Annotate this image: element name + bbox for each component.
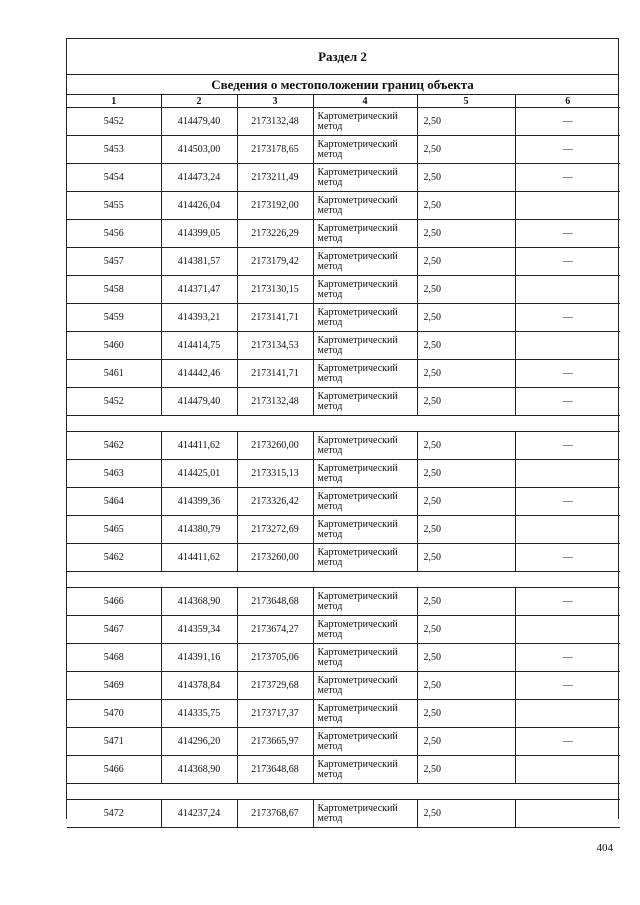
y-coordinate-cell: 2173134,53 xyxy=(237,332,313,360)
point-number-cell: 5453 xyxy=(67,136,161,164)
description-cell: — xyxy=(515,136,620,164)
table-row xyxy=(67,756,620,784)
table-row xyxy=(67,460,620,488)
description-cell xyxy=(515,332,620,360)
separator-cell xyxy=(237,572,313,588)
separator-cell xyxy=(161,572,237,588)
point-number-cell: 5470 xyxy=(67,700,161,728)
description-cell: — xyxy=(515,488,620,516)
y-coordinate-cell: 2173326,42 xyxy=(237,488,313,516)
description-cell xyxy=(515,276,620,304)
page-number: 404 xyxy=(596,842,613,854)
method-cell: Картометрический метод xyxy=(313,432,417,460)
x-coordinate-cell: 414237,24 xyxy=(161,800,237,828)
method-cell: Картометрический метод xyxy=(313,220,417,248)
table-row xyxy=(67,164,620,192)
method-cell: Картометрический метод xyxy=(313,756,417,784)
precision-cell: 2,50 xyxy=(417,516,515,544)
column-header: 1 xyxy=(67,95,161,108)
y-coordinate-cell: 2173179,42 xyxy=(237,248,313,276)
separator-cell xyxy=(417,572,515,588)
table-row xyxy=(67,644,620,672)
separator-cell xyxy=(67,784,161,800)
method-cell: Картометрический метод xyxy=(313,276,417,304)
precision-cell: 2,50 xyxy=(417,220,515,248)
description-cell: — xyxy=(515,108,620,136)
column-header: 4 xyxy=(313,95,417,108)
precision-cell: 2,50 xyxy=(417,588,515,616)
point-number-cell: 5463 xyxy=(67,460,161,488)
table-row xyxy=(67,672,620,700)
separator-cell xyxy=(237,784,313,800)
column-header: 5 xyxy=(417,95,515,108)
table-row xyxy=(67,700,620,728)
description-cell: — xyxy=(515,672,620,700)
description-cell xyxy=(515,756,620,784)
point-number-cell: 5456 xyxy=(67,220,161,248)
x-coordinate-cell: 414411,62 xyxy=(161,432,237,460)
table-row xyxy=(67,332,620,360)
x-coordinate-cell: 414296,20 xyxy=(161,728,237,756)
point-number-cell: 5462 xyxy=(67,544,161,572)
method-cell: Картометрический метод xyxy=(313,644,417,672)
y-coordinate-cell: 2173272,69 xyxy=(237,516,313,544)
point-number-cell: 5461 xyxy=(67,360,161,388)
separator-cell xyxy=(515,784,620,800)
table-row xyxy=(67,728,620,756)
table-row xyxy=(67,588,620,616)
separator-cell xyxy=(515,572,620,588)
separator-cell xyxy=(67,572,161,588)
x-coordinate-cell: 414442,46 xyxy=(161,360,237,388)
y-coordinate-cell: 2173665,97 xyxy=(237,728,313,756)
method-cell: Картометрический метод xyxy=(313,108,417,136)
description-cell: — xyxy=(515,220,620,248)
separator-cell xyxy=(417,784,515,800)
point-number-cell: 5465 xyxy=(67,516,161,544)
method-cell: Картометрический метод xyxy=(313,388,417,416)
point-number-cell: 5457 xyxy=(67,248,161,276)
x-coordinate-cell: 414399,36 xyxy=(161,488,237,516)
separator-row xyxy=(67,416,620,432)
precision-cell: 2,50 xyxy=(417,192,515,220)
x-coordinate-cell: 414426,04 xyxy=(161,192,237,220)
column-header: 6 xyxy=(515,95,620,108)
x-coordinate-cell: 414393,21 xyxy=(161,304,237,332)
method-cell: Картометрический метод xyxy=(313,360,417,388)
method-cell: Картометрический метод xyxy=(313,136,417,164)
description-cell: — xyxy=(515,728,620,756)
precision-cell: 2,50 xyxy=(417,332,515,360)
table-header-row xyxy=(67,95,620,108)
method-cell: Картометрический метод xyxy=(313,700,417,728)
separator-row xyxy=(67,572,620,588)
x-coordinate-cell: 414378,84 xyxy=(161,672,237,700)
separator-cell xyxy=(67,416,161,432)
method-cell: Картометрический метод xyxy=(313,728,417,756)
y-coordinate-cell: 2173132,48 xyxy=(237,108,313,136)
description-cell: — xyxy=(515,360,620,388)
table-row xyxy=(67,304,620,332)
precision-cell: 2,50 xyxy=(417,432,515,460)
method-cell: Картометрический метод xyxy=(313,164,417,192)
separator-cell xyxy=(161,784,237,800)
precision-cell: 2,50 xyxy=(417,544,515,572)
document-frame xyxy=(66,38,619,824)
y-coordinate-cell: 2173226,29 xyxy=(237,220,313,248)
table-row xyxy=(67,220,620,248)
y-coordinate-cell: 2173260,00 xyxy=(237,544,313,572)
precision-cell: 2,50 xyxy=(417,756,515,784)
precision-cell: 2,50 xyxy=(417,304,515,332)
y-coordinate-cell: 2173705,06 xyxy=(237,644,313,672)
separator-cell xyxy=(161,416,237,432)
point-number-cell: 5458 xyxy=(67,276,161,304)
precision-cell: 2,50 xyxy=(417,672,515,700)
precision-cell: 2,50 xyxy=(417,248,515,276)
method-cell: Картометрический метод xyxy=(313,460,417,488)
x-coordinate-cell: 414473,24 xyxy=(161,164,237,192)
x-coordinate-cell: 414381,57 xyxy=(161,248,237,276)
method-cell: Картометрический метод xyxy=(313,616,417,644)
table-row xyxy=(67,616,620,644)
table-body xyxy=(67,108,620,828)
method-cell: Картометрический метод xyxy=(313,332,417,360)
point-number-cell: 5471 xyxy=(67,728,161,756)
y-coordinate-cell: 2173192,00 xyxy=(237,192,313,220)
point-number-cell: 5452 xyxy=(67,108,161,136)
method-cell: Картометрический метод xyxy=(313,516,417,544)
x-coordinate-cell: 414399,05 xyxy=(161,220,237,248)
y-coordinate-cell: 2173768,67 xyxy=(237,800,313,828)
method-cell: Картометрический метод xyxy=(313,248,417,276)
y-coordinate-cell: 2173211,49 xyxy=(237,164,313,192)
precision-cell: 2,50 xyxy=(417,460,515,488)
point-number-cell: 5455 xyxy=(67,192,161,220)
point-number-cell: 5468 xyxy=(67,644,161,672)
precision-cell: 2,50 xyxy=(417,728,515,756)
y-coordinate-cell: 2173141,71 xyxy=(237,304,313,332)
description-cell: — xyxy=(515,588,620,616)
y-coordinate-cell: 2173648,68 xyxy=(237,588,313,616)
description-cell: — xyxy=(515,432,620,460)
method-cell: Картометрический метод xyxy=(313,672,417,700)
table-row xyxy=(67,108,620,136)
separator-row xyxy=(67,784,620,800)
section-title: Раздел 2 xyxy=(67,39,618,75)
y-coordinate-cell: 2173260,00 xyxy=(237,432,313,460)
point-number-cell: 5467 xyxy=(67,616,161,644)
precision-cell: 2,50 xyxy=(417,360,515,388)
y-coordinate-cell: 2173178,65 xyxy=(237,136,313,164)
table-row xyxy=(67,488,620,516)
y-coordinate-cell: 2173717,37 xyxy=(237,700,313,728)
y-coordinate-cell: 2173315,13 xyxy=(237,460,313,488)
y-coordinate-cell: 2173141,71 xyxy=(237,360,313,388)
description-cell: — xyxy=(515,388,620,416)
y-coordinate-cell: 2173674,27 xyxy=(237,616,313,644)
description-cell: — xyxy=(515,304,620,332)
separator-cell xyxy=(313,416,417,432)
description-cell xyxy=(515,460,620,488)
method-cell: Картометрический метод xyxy=(313,488,417,516)
precision-cell: 2,50 xyxy=(417,388,515,416)
point-number-cell: 5459 xyxy=(67,304,161,332)
method-cell: Картометрический метод xyxy=(313,304,417,332)
x-coordinate-cell: 414380,79 xyxy=(161,516,237,544)
section-subtitle: Сведения о местоположении границ объекта xyxy=(67,75,618,95)
description-cell xyxy=(515,616,620,644)
separator-cell xyxy=(313,572,417,588)
precision-cell: 2,50 xyxy=(417,700,515,728)
precision-cell: 2,50 xyxy=(417,136,515,164)
description-cell xyxy=(515,700,620,728)
table-row xyxy=(67,800,620,828)
point-number-cell: 5452 xyxy=(67,388,161,416)
precision-cell: 2,50 xyxy=(417,488,515,516)
x-coordinate-cell: 414371,47 xyxy=(161,276,237,304)
y-coordinate-cell: 2173130,15 xyxy=(237,276,313,304)
x-coordinate-cell: 414503,00 xyxy=(161,136,237,164)
x-coordinate-cell: 414391,16 xyxy=(161,644,237,672)
method-cell: Картометрический метод xyxy=(313,192,417,220)
separator-cell xyxy=(417,416,515,432)
precision-cell: 2,50 xyxy=(417,108,515,136)
x-coordinate-cell: 414479,40 xyxy=(161,388,237,416)
description-cell: — xyxy=(515,248,620,276)
precision-cell: 2,50 xyxy=(417,616,515,644)
x-coordinate-cell: 414414,75 xyxy=(161,332,237,360)
x-coordinate-cell: 414335,75 xyxy=(161,700,237,728)
separator-cell xyxy=(313,784,417,800)
table-row xyxy=(67,516,620,544)
point-number-cell: 5469 xyxy=(67,672,161,700)
method-cell: Картометрический метод xyxy=(313,544,417,572)
description-cell: — xyxy=(515,644,620,672)
point-number-cell: 5460 xyxy=(67,332,161,360)
separator-cell xyxy=(515,416,620,432)
table-row xyxy=(67,192,620,220)
column-header: 2 xyxy=(161,95,237,108)
table-row xyxy=(67,544,620,572)
method-cell: Картометрический метод xyxy=(313,800,417,828)
description-cell xyxy=(515,800,620,828)
x-coordinate-cell: 414425,01 xyxy=(161,460,237,488)
precision-cell: 2,50 xyxy=(417,164,515,192)
table-row xyxy=(67,248,620,276)
description-cell xyxy=(515,516,620,544)
point-number-cell: 5454 xyxy=(67,164,161,192)
point-number-cell: 5466 xyxy=(67,588,161,616)
x-coordinate-cell: 414359,34 xyxy=(161,616,237,644)
precision-cell: 2,50 xyxy=(417,276,515,304)
table-row xyxy=(67,276,620,304)
boundary-coordinates-table xyxy=(67,95,620,828)
precision-cell: 2,50 xyxy=(417,644,515,672)
table-row xyxy=(67,360,620,388)
y-coordinate-cell: 2173132,48 xyxy=(237,388,313,416)
table-row xyxy=(67,432,620,460)
point-number-cell: 5472 xyxy=(67,800,161,828)
table-row xyxy=(67,136,620,164)
description-cell: — xyxy=(515,544,620,572)
y-coordinate-cell: 2173729,68 xyxy=(237,672,313,700)
x-coordinate-cell: 414368,90 xyxy=(161,756,237,784)
x-coordinate-cell: 414411,62 xyxy=(161,544,237,572)
x-coordinate-cell: 414368,90 xyxy=(161,588,237,616)
column-header: 3 xyxy=(237,95,313,108)
table-row xyxy=(67,388,620,416)
y-coordinate-cell: 2173648,68 xyxy=(237,756,313,784)
separator-cell xyxy=(237,416,313,432)
description-cell xyxy=(515,192,620,220)
point-number-cell: 5462 xyxy=(67,432,161,460)
description-cell: — xyxy=(515,164,620,192)
precision-cell: 2,50 xyxy=(417,800,515,828)
point-number-cell: 5464 xyxy=(67,488,161,516)
point-number-cell: 5466 xyxy=(67,756,161,784)
method-cell: Картометрический метод xyxy=(313,588,417,616)
x-coordinate-cell: 414479,40 xyxy=(161,108,237,136)
